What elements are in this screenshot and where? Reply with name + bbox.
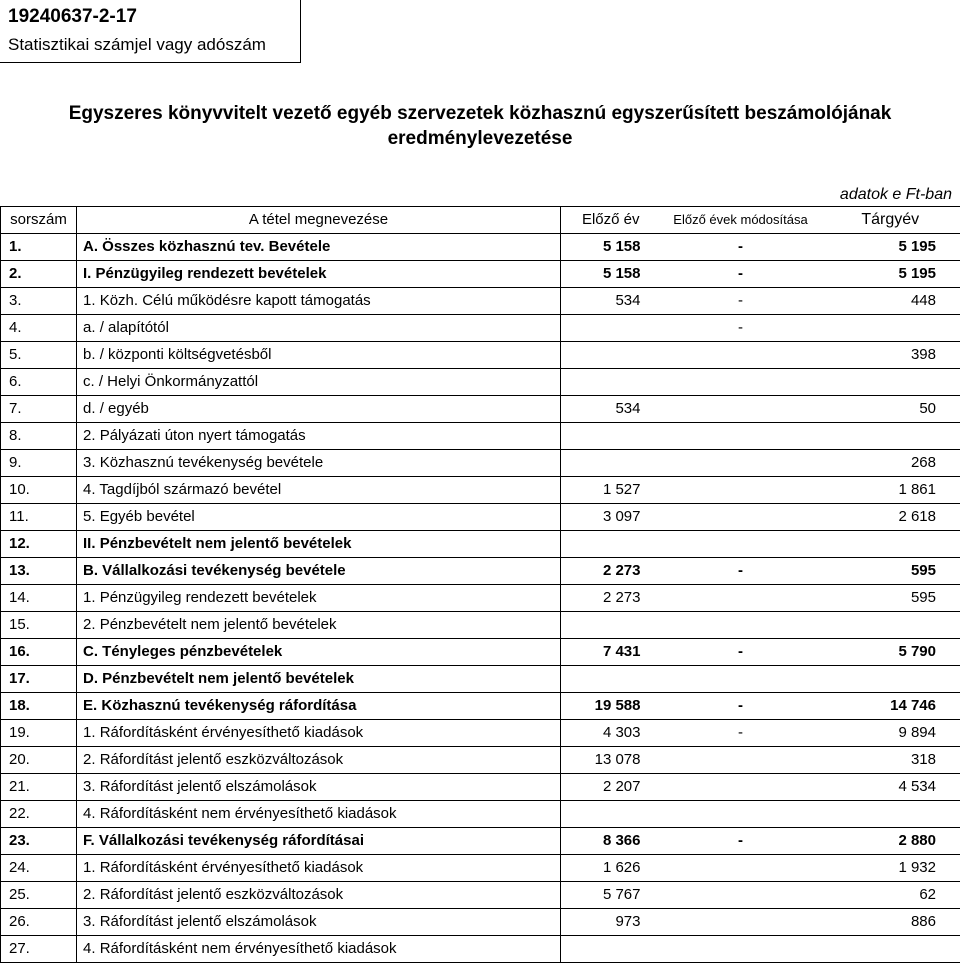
unit-note: adatok e Ft-ban	[839, 186, 952, 203]
row-label: Pénzügyileg rendezett bevételek	[95, 265, 327, 282]
tax-id-label: Statisztikai számjel vagy adószám	[8, 35, 266, 54]
row-prev-mod	[661, 666, 821, 693]
table-header-row	[1, 207, 960, 234]
row-prev-mod	[661, 855, 821, 882]
row-label: Pénzbevételt nem jelentő bevételek	[102, 670, 354, 687]
tax-id-box	[0, 0, 301, 63]
row-label: / Helyi Önkormányzattól	[98, 373, 259, 390]
row-number: 15.	[1, 612, 77, 639]
row-name	[77, 693, 561, 720]
row-name	[77, 720, 561, 747]
table-row	[1, 666, 960, 693]
row-current-year	[821, 666, 960, 693]
table-row	[1, 801, 960, 828]
row-label: Közhasznú tevékenység bevétele	[99, 454, 324, 471]
row-label: Ráfordítást jelentő elszámolások	[99, 778, 317, 795]
row-code: 4.	[83, 940, 96, 957]
row-label: Tagdíjból származó bevétel	[99, 481, 282, 498]
row-prev-mod	[661, 396, 821, 423]
row-code: II.	[83, 535, 96, 552]
row-code: 2.	[83, 616, 96, 633]
row-label: Pénzügyileg rendezett bevételek	[99, 589, 317, 606]
title-line-1: Egyszeres könyvvitelt vezető egyéb szervezetek közhasznú egyszerűsített beszámolójának	[68, 103, 892, 124]
table-row	[1, 423, 960, 450]
row-number: 20.	[1, 747, 77, 774]
row-label: Közhasznú tevékenység ráfordítása	[101, 697, 357, 714]
row-label: Ráfordításként érvényesíthető kiadások	[99, 859, 364, 876]
row-label: Közh. Célú működésre kapott támogatás	[99, 292, 371, 309]
row-label: Tényleges pénzbevételek	[102, 643, 283, 660]
row-code: B.	[83, 562, 98, 579]
row-code: 2.	[83, 427, 96, 444]
row-label: Vállalkozási tevékenység ráfordításai	[98, 832, 364, 849]
row-code: b.	[83, 346, 96, 363]
row-label: Ráfordításként nem érvényesíthető kiadások	[99, 940, 397, 957]
row-label: Ráfordításként érvényesíthető kiadások	[99, 724, 364, 741]
row-label: / központi költségvetésből	[99, 346, 272, 363]
row-number: 19.	[1, 720, 77, 747]
row-name	[77, 477, 561, 504]
table-row	[1, 774, 960, 801]
row-prev-year	[561, 612, 661, 639]
row-prev-mod	[661, 342, 821, 369]
row-name	[77, 342, 561, 369]
table-row	[1, 504, 960, 531]
row-name	[77, 828, 561, 855]
row-prev-year	[561, 666, 661, 693]
row-number: 21.	[1, 774, 77, 801]
row-label: Vállalkozási tevékenység bevétele	[102, 562, 346, 579]
row-name	[77, 936, 561, 963]
row-prev-mod: -	[661, 315, 821, 342]
row-name	[77, 612, 561, 639]
row-current-year	[821, 423, 960, 450]
table-row	[1, 531, 960, 558]
row-prev-mod: -	[661, 558, 821, 585]
row-name	[77, 315, 561, 342]
row-prev-mod	[661, 801, 821, 828]
row-prev-year	[561, 936, 661, 963]
row-code: 3.	[83, 778, 96, 795]
row-name	[77, 666, 561, 693]
row-label: Pénzbevételt nem jelentő bevételek	[99, 535, 352, 552]
row-code: D.	[83, 670, 98, 687]
row-prev-mod	[661, 882, 821, 909]
row-label: Pénzbevételt nem jelentő bevételek	[99, 616, 337, 633]
row-prev-year	[561, 531, 661, 558]
row-current-year	[821, 369, 960, 396]
row-prev-mod: -	[661, 828, 821, 855]
table-row	[1, 477, 960, 504]
row-prev-mod	[661, 612, 821, 639]
row-current-year	[821, 612, 960, 639]
row-number: 18.	[1, 693, 77, 720]
row-prev-year: 2 273	[561, 585, 661, 612]
row-prev-year: 2 273	[561, 558, 661, 585]
row-prev-mod	[661, 936, 821, 963]
row-name	[77, 531, 561, 558]
row-name	[77, 423, 561, 450]
table-body	[1, 234, 960, 963]
row-label: Ráfordítást jelentő eszközváltozások	[99, 751, 344, 768]
row-current-year: 448	[821, 288, 960, 315]
table-row	[1, 909, 960, 936]
table-row	[1, 288, 960, 315]
table-row	[1, 558, 960, 585]
table-row	[1, 396, 960, 423]
row-prev-year: 3 097	[561, 504, 661, 531]
column-header-num: sorszám	[1, 207, 77, 234]
row-prev-year: 534	[561, 288, 661, 315]
row-code: 1.	[83, 859, 96, 876]
table-row	[1, 639, 960, 666]
row-number: 26.	[1, 909, 77, 936]
table-row	[1, 315, 960, 342]
row-label: Ráfordítást jelentő eszközváltozások	[99, 886, 344, 903]
row-number: 27.	[1, 936, 77, 963]
row-prev-year: 5 767	[561, 882, 661, 909]
row-number: 7.	[1, 396, 77, 423]
table-row	[1, 855, 960, 882]
row-prev-mod	[661, 504, 821, 531]
row-prev-year: 13 078	[561, 747, 661, 774]
row-name	[77, 639, 561, 666]
row-current-year	[821, 531, 960, 558]
row-name	[77, 234, 561, 261]
row-prev-mod	[661, 477, 821, 504]
row-current-year: 268	[821, 450, 960, 477]
column-header-name: A tétel megnevezése	[77, 207, 561, 234]
row-prev-year: 5 158	[561, 261, 661, 288]
table-row	[1, 261, 960, 288]
row-label: Pályázati úton nyert támogatás	[99, 427, 306, 444]
row-prev-mod: -	[661, 288, 821, 315]
row-label: / egyéb	[99, 400, 149, 417]
table-row	[1, 450, 960, 477]
row-code: A.	[83, 238, 98, 255]
row-prev-year: 4 303	[561, 720, 661, 747]
row-prev-mod: -	[661, 639, 821, 666]
column-header-cur: Tárgyév	[821, 207, 960, 234]
row-prev-mod: -	[661, 720, 821, 747]
row-prev-year: 2 207	[561, 774, 661, 801]
row-current-year: 5 195	[821, 234, 960, 261]
row-current-year: 5 790	[821, 639, 960, 666]
row-number: 13.	[1, 558, 77, 585]
row-code: E.	[83, 697, 98, 714]
row-current-year: 2 880	[821, 828, 960, 855]
row-name	[77, 909, 561, 936]
row-label: Egyéb bevétel	[99, 508, 195, 525]
row-prev-mod: -	[661, 261, 821, 288]
row-name	[77, 747, 561, 774]
row-number: 17.	[1, 666, 77, 693]
row-current-year: 4 534	[821, 774, 960, 801]
row-current-year: 62	[821, 882, 960, 909]
row-prev-year	[561, 801, 661, 828]
row-prev-mod	[661, 531, 821, 558]
table-row	[1, 936, 960, 963]
row-code: F.	[83, 832, 95, 849]
row-code: 5.	[83, 508, 96, 525]
row-number: 1.	[1, 234, 77, 261]
income-statement-table	[0, 206, 960, 963]
row-name	[77, 369, 561, 396]
row-name	[77, 504, 561, 531]
row-prev-year: 1 527	[561, 477, 661, 504]
row-label: / alapítótól	[99, 319, 169, 336]
row-number: 8.	[1, 423, 77, 450]
row-number: 9.	[1, 450, 77, 477]
row-current-year: 595	[821, 585, 960, 612]
row-prev-year	[561, 423, 661, 450]
row-current-year	[821, 315, 960, 342]
row-current-year: 5 195	[821, 261, 960, 288]
row-current-year: 1 861	[821, 477, 960, 504]
row-code: 1.	[83, 724, 96, 741]
row-number: 22.	[1, 801, 77, 828]
row-prev-mod	[661, 423, 821, 450]
row-current-year: 50	[821, 396, 960, 423]
row-number: 12.	[1, 531, 77, 558]
row-code: 4.	[83, 481, 96, 498]
table-row	[1, 882, 960, 909]
tax-id-number: 19240637-2-17	[8, 6, 137, 27]
row-label: Ráfordítást jelentő elszámolások	[99, 913, 317, 930]
row-current-year: 14 746	[821, 693, 960, 720]
row-prev-year: 5 158	[561, 234, 661, 261]
row-name	[77, 585, 561, 612]
table-row	[1, 369, 960, 396]
row-code: 3.	[83, 913, 96, 930]
row-number: 6.	[1, 369, 77, 396]
table-row	[1, 747, 960, 774]
row-name	[77, 855, 561, 882]
row-prev-year: 973	[561, 909, 661, 936]
row-name	[77, 558, 561, 585]
row-prev-mod	[661, 909, 821, 936]
row-prev-mod: -	[661, 234, 821, 261]
row-current-year: 9 894	[821, 720, 960, 747]
row-name	[77, 288, 561, 315]
row-prev-year: 1 626	[561, 855, 661, 882]
row-prev-year: 8 366	[561, 828, 661, 855]
row-code: 2.	[83, 751, 96, 768]
row-number: 2.	[1, 261, 77, 288]
row-prev-mod	[661, 450, 821, 477]
row-prev-year: 534	[561, 396, 661, 423]
row-number: 24.	[1, 855, 77, 882]
table-row	[1, 693, 960, 720]
row-number: 5.	[1, 342, 77, 369]
row-number: 11.	[1, 504, 77, 531]
row-code: 2.	[83, 886, 96, 903]
row-code: 1.	[83, 292, 96, 309]
row-prev-year	[561, 369, 661, 396]
row-prev-mod: -	[661, 693, 821, 720]
row-current-year: 398	[821, 342, 960, 369]
row-current-year: 2 618	[821, 504, 960, 531]
row-code: 3.	[83, 454, 96, 471]
row-code: C.	[83, 643, 98, 660]
row-prev-year: 19 588	[561, 693, 661, 720]
row-number: 10.	[1, 477, 77, 504]
row-current-year	[821, 936, 960, 963]
table-row	[1, 342, 960, 369]
row-number: 23.	[1, 828, 77, 855]
row-label: Összes közhasznú tev. Bevétele	[102, 238, 331, 255]
row-code: 4.	[83, 805, 96, 822]
row-name	[77, 882, 561, 909]
row-prev-year: 7 431	[561, 639, 661, 666]
document-title	[0, 101, 960, 151]
column-header-prev: Előző év	[561, 207, 661, 234]
table-row	[1, 612, 960, 639]
row-code: a.	[83, 319, 96, 336]
table-row	[1, 720, 960, 747]
row-current-year: 1 932	[821, 855, 960, 882]
row-number: 4.	[1, 315, 77, 342]
row-number: 14.	[1, 585, 77, 612]
row-number: 16.	[1, 639, 77, 666]
row-name	[77, 450, 561, 477]
row-number: 3.	[1, 288, 77, 315]
row-name	[77, 774, 561, 801]
row-name	[77, 261, 561, 288]
row-prev-mod	[661, 585, 821, 612]
row-code: d.	[83, 400, 96, 417]
row-label: Ráfordításként nem érvényesíthető kiadások	[99, 805, 397, 822]
table-row	[1, 585, 960, 612]
row-current-year: 886	[821, 909, 960, 936]
row-code: I.	[83, 265, 92, 282]
table-row	[1, 234, 960, 261]
table-row	[1, 828, 960, 855]
row-prev-year	[561, 342, 661, 369]
row-code: 1.	[83, 589, 96, 606]
row-current-year	[821, 801, 960, 828]
row-prev-mod	[661, 369, 821, 396]
column-header-mod: Előző évek módosítása	[661, 207, 821, 234]
row-prev-year	[561, 315, 661, 342]
row-prev-mod	[661, 774, 821, 801]
row-prev-year	[561, 450, 661, 477]
row-name	[77, 396, 561, 423]
title-line-2: eredménylevezetése	[387, 128, 573, 149]
row-number: 25.	[1, 882, 77, 909]
row-code: c.	[83, 373, 95, 390]
row-name	[77, 801, 561, 828]
row-prev-mod	[661, 747, 821, 774]
row-current-year: 318	[821, 747, 960, 774]
row-current-year: 595	[821, 558, 960, 585]
